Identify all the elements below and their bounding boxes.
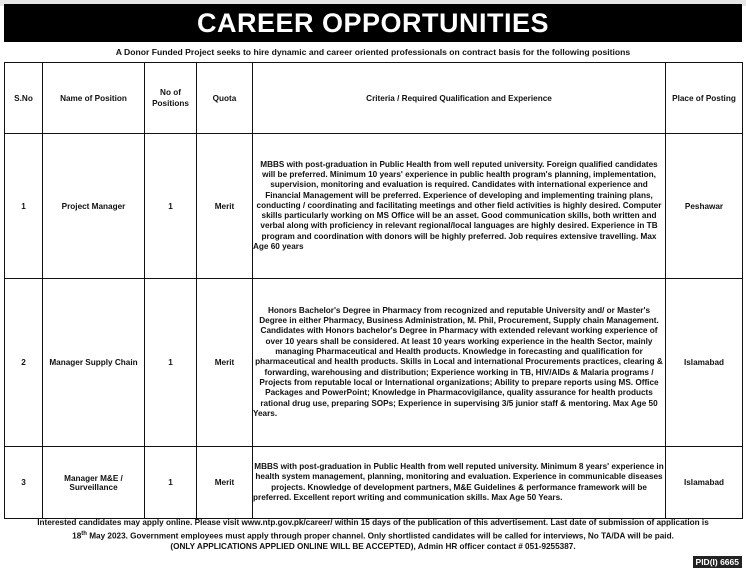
row-no-of-positions: 1 (145, 447, 197, 519)
row-position-name: Project Manager (43, 134, 145, 279)
table-header-row (5, 63, 743, 134)
footer-line-2-text: May 2023. Government employees must apply through proper channel. Only shortlisted candidates will be called for interviews, No TA/DA will be paid. (86, 531, 674, 541)
header-no-of-positions: No of Positions (145, 63, 197, 134)
footer-line-1: Interested candidates may apply online. Please visit www.ntp.gov.pk/career/ within 15 days of the publication of this advertisement. Last date of submission of application is (37, 518, 709, 527)
row-place-of-posting: Islamabad (666, 447, 743, 519)
footer-date-day: 18 (72, 531, 82, 541)
footer-line-2 (4, 529, 742, 542)
footer-line-3: (ONLY APPLICATIONS APPLIED ONLINE WILL BE ACCEPTED), Admin HR officer contact # 051-9255387. (170, 541, 576, 551)
row-sno: 2 (5, 279, 43, 447)
footer-notice (4, 518, 742, 552)
intro-text: A Donor Funded Project seeks to hire dynamic and career oriented professionals on contract basis for the following positions (115, 47, 631, 57)
row-quota: Merit (197, 279, 253, 447)
header-quota: Quota (197, 63, 253, 134)
table-row (5, 279, 743, 447)
row-position-name: Manager Supply Chain (43, 279, 145, 447)
row-sno: 1 (5, 134, 43, 279)
positions-table (4, 62, 743, 519)
header-criteria: Criteria / Required Qualification and Experience (253, 63, 666, 134)
row-no-of-positions: 1 (145, 279, 197, 447)
row-position-name: Manager M&E / Surveillance (43, 447, 145, 519)
row-quota: Merit (197, 447, 253, 519)
footer-date-suffix: th (81, 530, 87, 537)
header-sno: S.No (5, 63, 43, 134)
pid-badge: PID(I) 6665 (693, 556, 742, 568)
row-place-of-posting: Peshawar (666, 134, 743, 279)
row-no-of-positions: 1 (145, 134, 197, 279)
page-title: CAREER OPPORTUNITIES (4, 4, 742, 42)
row-sno: 3 (5, 447, 43, 519)
row-quota: Merit (197, 134, 253, 279)
header-position-name: Name of Position (43, 63, 145, 134)
row-criteria: MBBS with post-graduation in Public Health from well reputed university. Minimum 8 years' experience in health system management, planning, monitoring and evaluation. Experience in communicable diseases projects. Knowledge of development partners, M&E Guidelines & performance framework will be preferred. Excellent report writing and communication skills. Max Age 50 Years. (253, 447, 666, 519)
table-row (5, 134, 743, 279)
row-criteria: Honors Bachelor's Degree in Pharmacy from recognized and reputable University and/ or Master's Degree in either Pharmacy, Business Administration, M. Phil, Procurement, Supply chain Management. Candidates with Honors bachelor's Degree in Pharmacy with extended relevant working experience of over 10 years shall be considered. At least 10 years working experience in the health Sector, mainly managing Pharmaceutical and Health products. Knowledge in forecasting and qualification for pharmaceutical and health products. Skills in Local and international Procurements practices, clearing & forwarding, warehousing and distribution; Experience working in TB, HIV/AIDs & Malaria programs / Projects from reputable local or International organizations; Ability to prepare reports using MS. Office Packages and PowerPoint; Knowledge in Pharmacovigilance, quality assurance for health products rational drug use, preparing SOPs; Experience in supervising 3/5 junior staff & mentoring. Max Age 50 Years. (253, 279, 666, 447)
row-place-of-posting: Islamabad (666, 279, 743, 447)
table-row (5, 447, 743, 519)
row-criteria: MBBS with post-graduation in Public Health from well reputed university. Foreign qualified candidates will be preferred. Minimum 10 years' experience in public health program's planning, implementation, supervision, monitoring and evaluation is required. Candidates with international experience and Financial Management will be preferred. Experience of developing and implementing training plans, conducting / coordinating and facilitating meetings and other field activities is highly desired. Computer skills particularly working on MS Office will be an asset. Good communication skills, both written and verbal along with proficiency in relevant regional/local languages are highly desired. Experience in TB program and coordination with donors will be highly preferred. Job requires extensive travelling. Max Age 60 years (253, 134, 666, 279)
header-place-of-posting: Place of Posting (666, 63, 743, 134)
